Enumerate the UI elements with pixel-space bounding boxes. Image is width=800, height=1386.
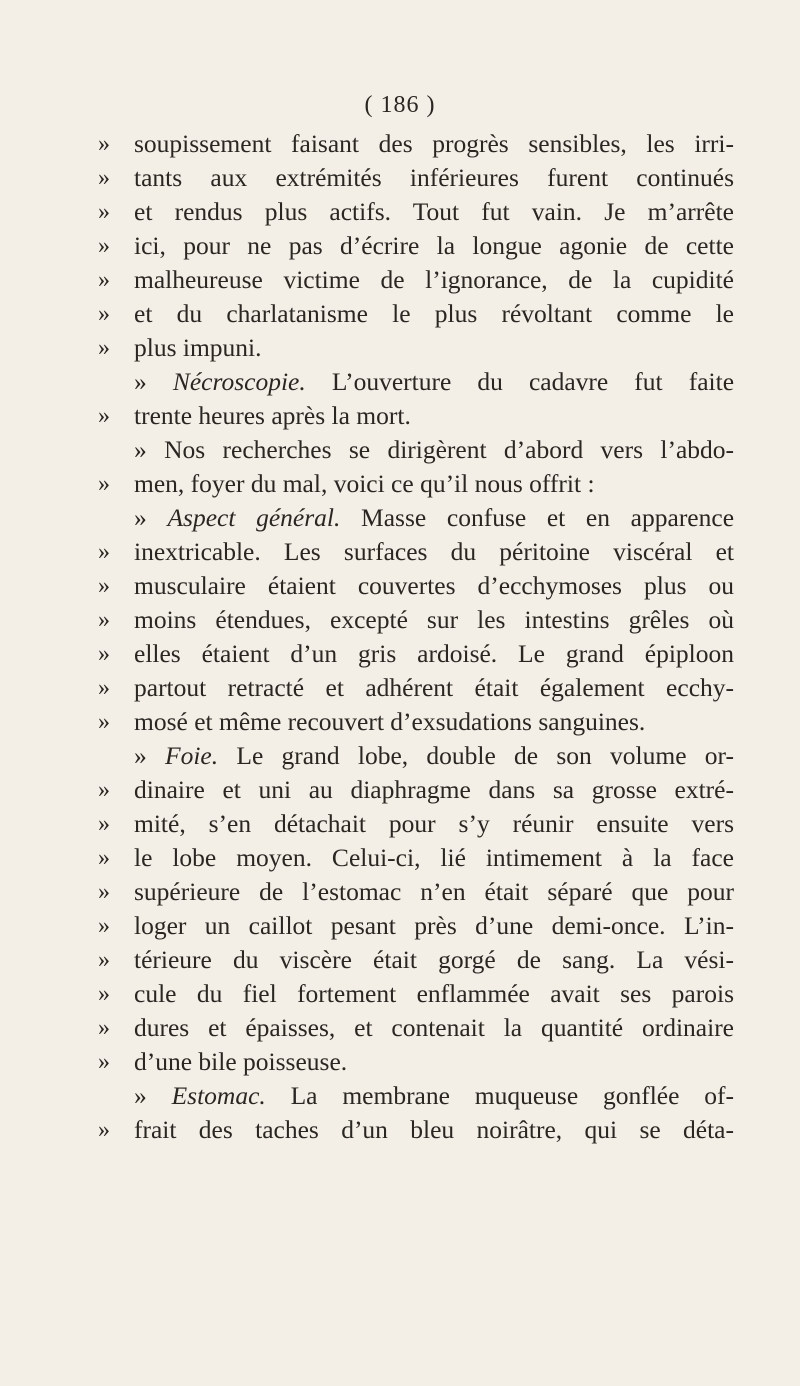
text-line <box>98 807 734 841</box>
line-text <box>134 705 734 739</box>
text-line <box>98 433 734 467</box>
line-quote-mark: » <box>98 539 110 565</box>
line-body: térieure du viscère était gorgé de sang. La vési- <box>134 945 734 974</box>
text-line <box>98 569 734 603</box>
line-body: partout retracté et adhérent était également ecchy- <box>134 673 734 702</box>
line-text <box>134 297 734 331</box>
body-text <box>98 127 734 1147</box>
section-heading: Nécroscopie. <box>172 367 306 396</box>
line-text <box>134 603 734 637</box>
line-body: mosé et même recouvert d’exsudations sanguines. <box>134 707 646 736</box>
line-body: malheureuse victime de l’ignorance, de la cupidité <box>134 265 734 294</box>
text-line <box>98 501 734 535</box>
line-text <box>134 161 734 195</box>
line-quote-mark: » <box>98 641 110 667</box>
paragraph-quote-mark: » <box>134 741 147 770</box>
line-quote-mark: » <box>98 1015 110 1041</box>
paragraph-quote-mark: » <box>134 1081 147 1110</box>
text-line <box>98 773 734 807</box>
line-quote-mark: » <box>98 301 110 327</box>
line-body: Masse confuse et en apparence <box>361 503 735 532</box>
line-body: musculaire étaient couvertes d’ecchymoses plus ou <box>134 571 734 600</box>
line-body: moins étendues, excepté sur les intestins grêles où <box>134 605 734 634</box>
line-text <box>134 977 734 1011</box>
line-text <box>134 1113 734 1147</box>
line-body: trente heures après la mort. <box>134 401 411 430</box>
text-line <box>98 365 734 399</box>
line-text <box>134 773 734 807</box>
line-body: dures et épaisses, et contenait la quantité ordinaire <box>134 1013 734 1042</box>
line-text <box>134 195 734 229</box>
line-quote-mark: » <box>98 165 110 191</box>
line-text <box>134 535 734 569</box>
text-line <box>98 705 734 739</box>
line-body: mité, s’en détachait pour s’y réunir ensuite vers <box>134 809 734 838</box>
text-line <box>98 1011 734 1045</box>
line-quote-mark: » <box>98 1049 110 1075</box>
line-text <box>134 739 734 773</box>
text-line <box>98 1045 734 1079</box>
line-text <box>134 433 734 467</box>
line-text <box>134 909 734 943</box>
line-text <box>134 1079 734 1113</box>
paragraph-quote-mark: » <box>134 367 147 396</box>
text-line <box>98 399 734 433</box>
line-body: frait des taches d’un bleu noirâtre, qui se déta- <box>134 1115 734 1144</box>
line-text <box>134 875 734 909</box>
line-text <box>134 943 734 977</box>
line-quote-mark: » <box>98 607 110 633</box>
line-body: et du charlatanisme le plus révoltant comme le <box>134 299 734 328</box>
text-line <box>98 263 734 297</box>
text-line <box>98 637 734 671</box>
line-quote-mark: » <box>98 471 110 497</box>
section-heading: Estomac. <box>171 1081 266 1110</box>
text-line <box>98 739 734 773</box>
line-body: et rendus plus actifs. Tout fut vain. Je m’arrête <box>134 197 734 226</box>
line-text <box>134 399 734 433</box>
text-line <box>98 161 734 195</box>
text-line <box>98 229 734 263</box>
section-heading: Foie. <box>165 741 219 770</box>
text-line <box>98 841 734 875</box>
line-text <box>134 671 734 705</box>
line-body: cule du fiel fortement enflammée avait ses parois <box>134 979 734 1008</box>
line-body: L’ouverture du cadavre fut faite <box>331 367 735 396</box>
text-line <box>98 467 734 501</box>
line-body: men, foyer du mal, voici ce qu’il nous offrit : <box>134 469 595 498</box>
line-text <box>134 569 734 603</box>
line-quote-mark: » <box>98 913 110 939</box>
line-text <box>134 127 734 161</box>
line-quote-mark: » <box>98 777 110 803</box>
text-line <box>98 943 734 977</box>
text-line <box>98 603 734 637</box>
line-quote-mark: » <box>98 335 110 361</box>
line-quote-mark: » <box>98 879 110 905</box>
text-line <box>98 977 734 1011</box>
line-body: loger un caillot pesant près d’une demi-once. L’in- <box>134 911 734 940</box>
line-body: supérieure de l’estomac n’en était séparé que pour <box>134 877 734 906</box>
line-body: soupissement faisant des progrès sensibles, les irri- <box>134 129 734 158</box>
line-text <box>134 501 734 535</box>
paragraph-quote-mark: » <box>134 435 147 464</box>
line-quote-mark: » <box>98 811 110 837</box>
line-body: ici, pour ne pas d’écrire la longue agonie de cette <box>134 231 734 260</box>
text-line <box>98 297 734 331</box>
line-body: le lobe moyen. Celui-ci, lié intimement à la face <box>134 843 734 872</box>
line-quote-mark: » <box>98 981 110 1007</box>
line-quote-mark: » <box>98 199 110 225</box>
line-body: Nos recherches se dirigèrent d’abord vers l’abdo- <box>164 435 735 464</box>
text-line <box>98 195 734 229</box>
line-text <box>134 637 734 671</box>
line-quote-mark: » <box>98 131 110 157</box>
line-text <box>134 841 734 875</box>
line-body: plus impuni. <box>134 333 262 362</box>
line-quote-mark: » <box>98 709 110 735</box>
line-body: d’une bile poisseuse. <box>134 1047 348 1076</box>
line-text <box>134 365 734 399</box>
line-quote-mark: » <box>98 1117 110 1143</box>
line-quote-mark: » <box>98 845 110 871</box>
text-line <box>98 535 734 569</box>
line-text <box>134 1045 734 1079</box>
line-text <box>134 331 734 365</box>
text-line <box>98 671 734 705</box>
line-quote-mark: » <box>98 233 110 259</box>
line-body: tants aux extrémités inférieures furent continués <box>134 163 734 192</box>
line-quote-mark: » <box>98 947 110 973</box>
paragraph-quote-mark: » <box>134 503 147 532</box>
line-quote-mark: » <box>98 675 110 701</box>
line-text <box>134 263 734 297</box>
text-line <box>98 331 734 365</box>
line-text <box>134 807 734 841</box>
line-quote-mark: » <box>98 573 110 599</box>
page-number: ( 186 ) <box>364 92 436 118</box>
line-body: Le grand lobe, double de son volume or- <box>236 741 735 770</box>
section-heading: Aspect général. <box>167 503 341 532</box>
line-quote-mark: » <box>98 267 110 293</box>
line-body: La membrane muqueuse gonflée of- <box>290 1081 735 1110</box>
line-text <box>134 467 734 501</box>
text-line <box>98 1079 734 1113</box>
line-body: elles étaient d’un gris ardoisé. Le grand épiploon <box>134 639 734 668</box>
line-body: dinaire et uni au diaphragme dans sa grosse extré- <box>134 775 734 804</box>
line-quote-mark: » <box>98 403 110 429</box>
line-text <box>134 229 734 263</box>
line-text <box>134 1011 734 1045</box>
line-body: inextricable. Les surfaces du péritoine viscéral et <box>134 537 734 566</box>
text-line <box>98 875 734 909</box>
text-line <box>98 127 734 161</box>
text-line <box>98 909 734 943</box>
text-line <box>98 1113 734 1147</box>
